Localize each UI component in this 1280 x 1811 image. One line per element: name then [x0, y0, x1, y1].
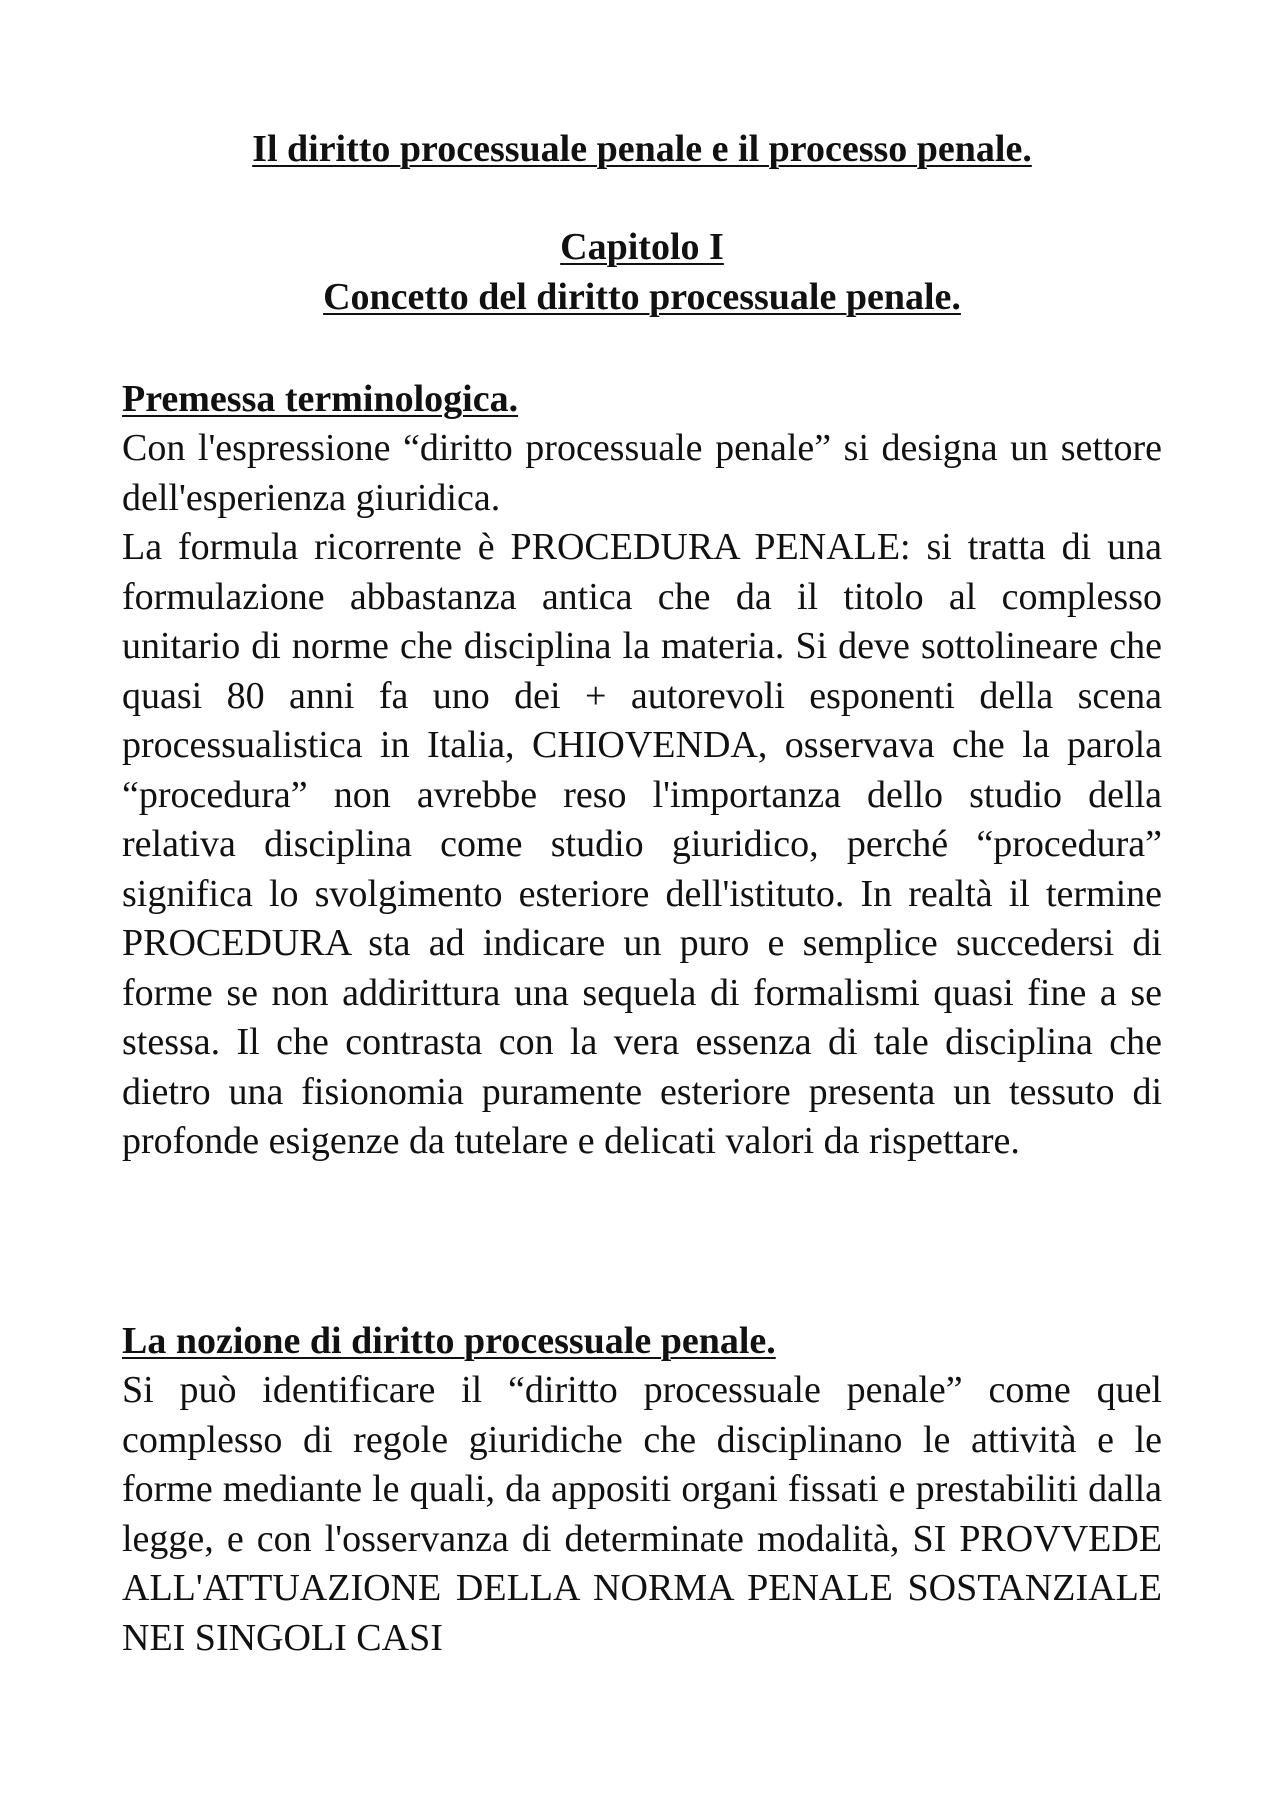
- section-heading: La nozione di diritto processuale penale.: [122, 1320, 776, 1362]
- chapter-number: Capitolo I: [560, 226, 724, 268]
- section-premessa: [122, 374, 1162, 1167]
- chapter-title: Concetto del diritto processuale penale.: [323, 276, 961, 318]
- chapter-heading: [122, 222, 1162, 322]
- paragraph: Con l'espressione “diritto processuale penale” si designa un settore dell'esperienza giuridica.: [122, 427, 1162, 519]
- section-nozione: [122, 1316, 1162, 1663]
- document-title: Il diritto processuale penale e il processo penale.: [252, 128, 1032, 170]
- section-heading: Premessa terminologica.: [122, 378, 519, 420]
- paragraph: Si può identificare il “diritto processuale penale” come quel complesso di regole giuridiche che disciplinano le attività e le forme mediante le quali, da appositi organi fissati e prestabiliti dalla legge, e con l'osservanza di determinate modalità, SI PROVVEDE ALL'ATTUAZIONE DELLA NORMA PENALE SOSTANZIALE NEI SINGOLI CASI: [122, 1369, 1162, 1659]
- paragraph: La formula ricorrente è PROCEDURA PENALE: si tratta di una formulazione abbastanza antica che da il titolo al complesso unitario di norme che disciplina la materia. Si deve sottolineare che quasi 80 anni fa uno dei + autorevoli esponenti della scena processualistica in Italia, CHIOVENDA, osservava che la parola “procedura” non avrebbe reso l'importanza dello studio della relativa disciplina come studio giuridico, perché “procedura” significa lo svolgimento esteriore dell'istituto. In realtà il termine PROCEDURA sta ad indicare un puro e semplice succedersi di forme se non addirittura una sequela di formalismi quasi fine a se stessa. Il che contrasta con la vera essenza di tale disciplina che dietro una fisionomia puramente esteriore presenta un tessuto di profonde esigenze da tutelare e delicati valori da rispettare.: [122, 526, 1162, 1162]
